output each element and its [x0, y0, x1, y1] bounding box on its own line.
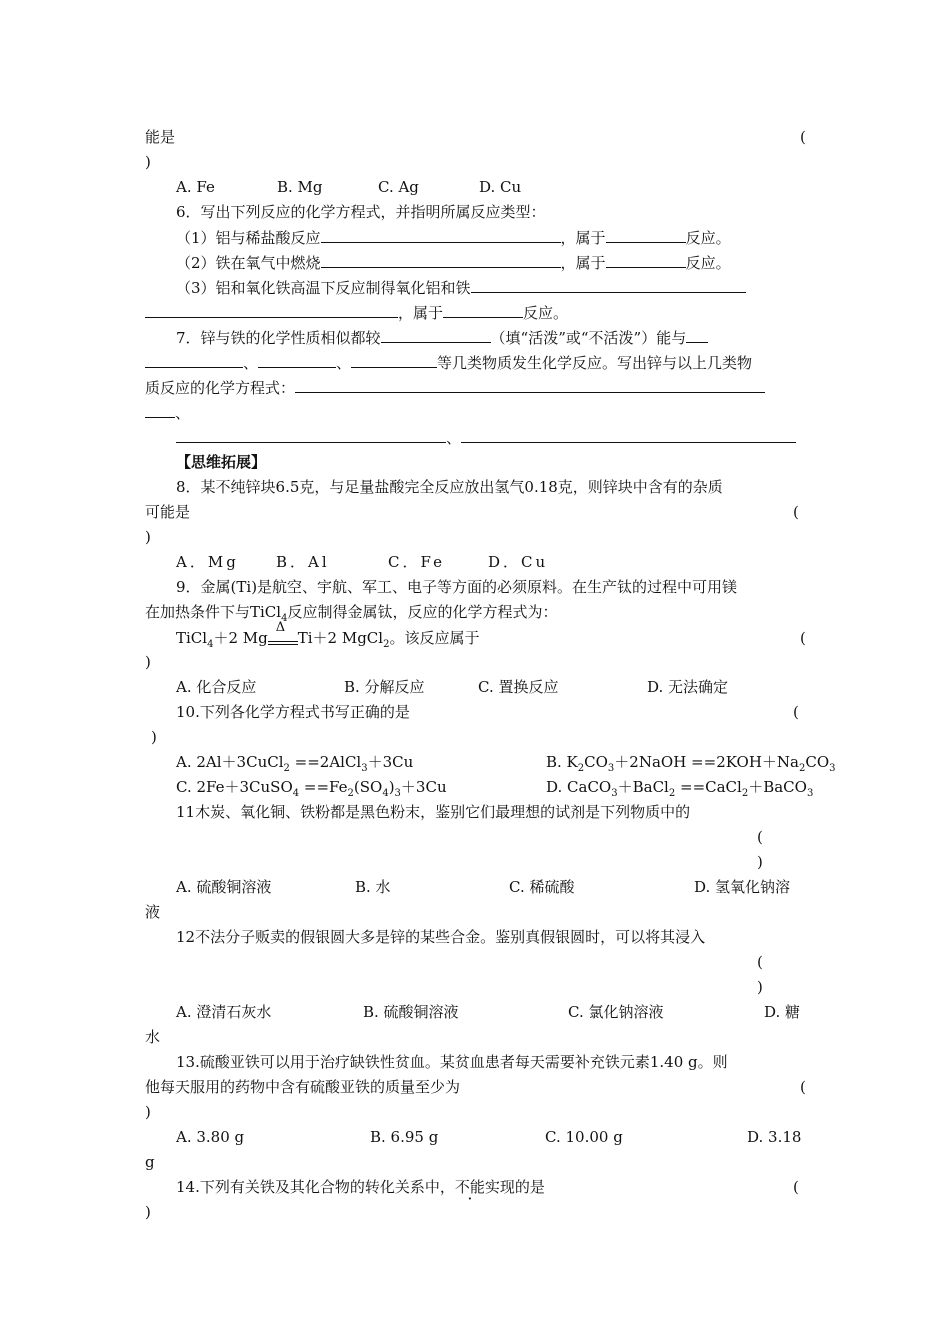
q7-line-5: 、 — [176, 427, 796, 448]
q6-item-3-cont: ，属于 反应。 — [145, 302, 568, 323]
q8-option-a: A．Mg — [176, 553, 239, 571]
q6-item-1: （1）铝与稀盐酸反应 ，属于 反应。 — [176, 229, 731, 247]
answer-blank[interactable] — [443, 302, 523, 318]
q11-option-d: D. 氢氧化钠溶 — [694, 878, 791, 896]
q11-stem: 11木炭、氧化铜、铁粉都是黑色粉末，鉴别它们最理想的试剂是下列物质中的 — [176, 803, 691, 821]
q13-stem-2: 他每天服用的药物中含有硫酸亚铁的质量至少为 — [145, 1078, 461, 1096]
answer-blank[interactable] — [145, 352, 243, 368]
q6-item-2: （2）铁在氧气中燃烧 ，属于 反应。 — [176, 254, 731, 272]
q9-option-a: A. 化合反应 — [176, 678, 257, 696]
paren-open: ( — [757, 953, 763, 971]
paren-close: ) — [151, 728, 157, 746]
answer-blank[interactable] — [351, 352, 437, 368]
answer-blank[interactable] — [606, 252, 686, 268]
q12-option-a: A. 澄清石灰水 — [176, 1003, 272, 1021]
q10-option-d: D. CaCO$_3$＋BaCl$_2$ ==CaCl$_2$＋BaCO$_3$ — [546, 778, 814, 799]
q7-line-1: 7．锌与铁的化学性质相似都较 （填“活泼”或“不活泼”）能与 — [176, 327, 708, 348]
q9-stem-1: 9．金属(Ti)是航空、宇航、军工、电子等方面的必须原料。在生产钛的过程中可用镁 — [176, 578, 738, 596]
paren-close: ) — [145, 1103, 151, 1121]
q8-stem: 8．某不纯锌块6.5克，与足量盐酸完全反应放出氢气0.18克，则锌块中含有的杂质 — [176, 478, 723, 496]
q10-option-a: A. 2Al＋3CuCl$_2$ ==2AlCl$_3$＋3Cu — [176, 753, 414, 774]
q12-option-d-wrap: 水 — [145, 1028, 161, 1046]
q5-option-a: A. Fe — [176, 178, 215, 196]
answer-blank[interactable] — [461, 427, 796, 443]
q13-option-d-wrap: g — [145, 1153, 155, 1171]
q6-stem: 6．写出下列反应的化学方程式，并指明所属反应类型： — [176, 203, 546, 221]
q13-option-b: B. 6.95 g — [370, 1128, 439, 1146]
section-title: 【思维拓展】 — [176, 453, 267, 471]
reaction-arrow — [268, 620, 298, 648]
q13-option-a: A. 3.80 g — [176, 1128, 245, 1146]
q13-stem-1: 13.硫酸亚铁可以用于治疗缺铁性贫血。某贫血患者每天需要补充铁元素1.40 g。则 — [176, 1053, 728, 1071]
q10-option-c: C. 2Fe＋3CuSO$_4$ $==Fe_2(SO_4)_3+3Cu$ — [176, 778, 447, 799]
emphasis-text: 不能 — [454, 1178, 485, 1196]
paren-close: ) — [757, 978, 763, 996]
paren-open: ( — [793, 703, 799, 721]
q5-option-b: B. Mg — [277, 178, 323, 196]
q9-equation: TiCl$_4$＋2 Mg Δ Ti＋2 MgCl$_2$。该反应属于 — [176, 620, 480, 650]
q10-stem: 10.下列各化学方程式书写正确的是 — [176, 703, 410, 721]
q11-option-b: B. 水 — [355, 878, 391, 896]
answer-blank[interactable] — [258, 352, 336, 368]
answer-blank[interactable] — [381, 327, 491, 343]
q7-line-2: 、 、 等几类物质发生化学反应。写出锌与以上几类物 — [145, 352, 752, 373]
q11-option-c: C. 稀硫酸 — [509, 878, 575, 896]
paren-close: ) — [757, 853, 763, 871]
answer-blank[interactable] — [686, 327, 708, 343]
paren-close: ) — [145, 528, 151, 546]
paren-open: ( — [757, 828, 763, 846]
answer-blank[interactable] — [471, 277, 746, 293]
q13-option-d: D. 3.18 — [747, 1128, 802, 1146]
q11-option-d-wrap: 液 — [145, 903, 161, 921]
paren-open: ( — [800, 629, 806, 647]
q8-stem-tail: 可能是 — [145, 503, 191, 521]
q9-option-c: C. 置换反应 — [478, 678, 559, 696]
answer-blank[interactable] — [295, 377, 765, 393]
heat-symbol: Δ — [275, 620, 286, 635]
q6-item-3: （3）铝和氧化铁高温下反应制得氧化铝和铁 — [176, 277, 746, 298]
paren-open: ( — [793, 503, 799, 521]
q5-stem-tail: 能是 — [145, 128, 176, 146]
q7-line-4: 、 — [145, 402, 190, 423]
q12-stem: 12不法分子贩卖的假银圆大多是锌的某些合金。鉴别真假银圆时，可以将其浸入 — [176, 928, 706, 946]
q12-option-b: B. 硫酸铜溶液 — [363, 1003, 459, 1021]
q12-option-d: D. 糖 — [764, 1003, 801, 1021]
answer-blank[interactable] — [145, 402, 175, 418]
paren-close: ) — [145, 1203, 151, 1221]
paren-open: ( — [793, 1178, 799, 1196]
paren-close: ) — [145, 153, 151, 171]
q5-option-c: C. Ag — [378, 178, 419, 196]
q11-option-a: A. 硫酸铜溶液 — [176, 878, 272, 896]
answer-blank[interactable] — [321, 227, 561, 243]
q8-option-b: B．Al — [276, 553, 330, 571]
q10-option-b: B. $K_2CO_3+2NaOH ==2KOH+Na_2CO_3$ — [546, 753, 836, 774]
q14-stem: 14.下列有关铁及其化合物的转化关系中，不能实现的是 — [176, 1178, 545, 1196]
paren-close: ) — [145, 653, 151, 671]
q7-line-3: 质反应的化学方程式： — [145, 377, 765, 398]
q8-option-c: C．Fe — [388, 553, 445, 571]
q8-option-d: D．Cu — [488, 553, 549, 571]
q9-option-b: B. 分解反应 — [344, 678, 425, 696]
answer-blank[interactable] — [145, 302, 398, 318]
paren-open: ( — [800, 128, 806, 146]
paren-open: ( — [800, 1078, 806, 1096]
q13-option-c: C. 10.00 g — [545, 1128, 623, 1146]
q9-option-d: D. 无法确定 — [647, 678, 729, 696]
answer-blank[interactable] — [606, 227, 686, 243]
q12-option-c: C. 氯化钠溶液 — [568, 1003, 664, 1021]
answer-blank[interactable] — [321, 252, 561, 268]
q9-stem-2: 在加热条件下与TiCl$_4$反应制得金属钛，反应的化学方程式为： — [145, 603, 558, 624]
answer-blank[interactable] — [176, 427, 446, 443]
q5-option-d: D. Cu — [479, 178, 522, 196]
